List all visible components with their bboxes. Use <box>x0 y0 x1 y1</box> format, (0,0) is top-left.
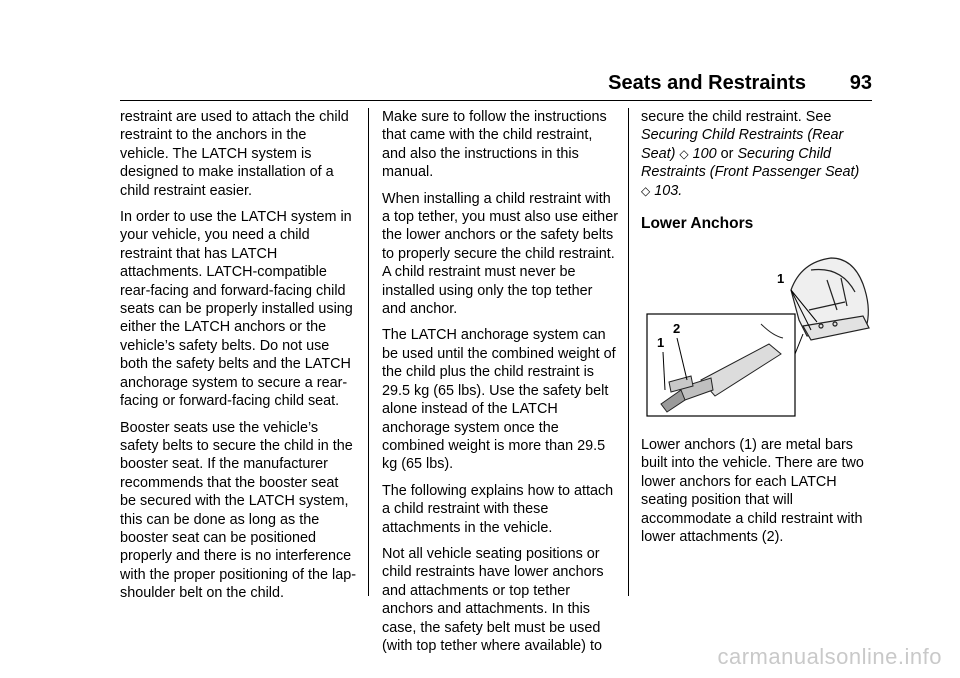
paragraph: restraint are used to attach the child restraint to the anchors in the vehicle. The LATCH system is designed to make installation of a child restraint easier. <box>120 109 349 199</box>
page-header <box>0 72 872 94</box>
cross-reference-link[interactable]: Securing Child Restraints (Front Passenger Seat) <box>641 145 860 181</box>
paragraph: Booster seats use the vehicle’s safety belts to secure the child in the booster seat. If the manufacturer recommends that the booster seat be secured with the LATCH system, this can be done as long as the booster seat can be positioned properly and there is no interference with the proper positioning of the lap-shoulder belt on the child. <box>120 419 356 602</box>
section-title: Seats and Restraints <box>608 72 806 94</box>
header-rule <box>120 100 872 101</box>
callout-label: 1 <box>657 335 665 351</box>
callout-label: 2 <box>673 321 681 337</box>
watermark-text: carmanualsonline.info <box>717 644 942 669</box>
page-number: 93 <box>849 72 872 94</box>
lower-anchors-illustration <box>641 240 873 424</box>
column-3 <box>641 108 879 554</box>
cross-reference-paragraph: secure the child restraint. See Securing Child Restraints (Rear Seat) ◇ 100 or Securing Child Restraints (Front Passenger Seat) ◇ 103. <box>641 109 860 199</box>
paragraph: In order to use the LATCH system in your vehicle, you need a child restraint that has LATCH attachments. LATCH-compatible rear-facing and forward-facing child seats can be properly installed using either the LATCH anchors or the vehicle’s safety belts. Do not use both the safety belts and the LATCH anchorage system to secure a rear-facing or forward-facing child seat. <box>120 209 353 410</box>
column-1 <box>120 108 358 611</box>
page-ref-icon: ◇ <box>679 146 689 161</box>
column-divider <box>628 108 629 596</box>
paragraph: Not all vehicle seating positions or child restraints have lower anchors and attachments or top tether anchors and attachments. In this case, the safety belt must be used (with top tether where available) to <box>382 545 604 654</box>
cross-reference-link[interactable]: Securing Child Restraints (Rear Seat) <box>641 127 844 162</box>
page-ref[interactable]: 100 <box>692 145 717 162</box>
page-ref-icon: ◇ <box>641 183 651 198</box>
column-2 <box>382 108 620 663</box>
paragraph: When installing a child restraint with a top tether, you must also use either the lower anchors or the safety belts to properly secure the child restraint. A child restraint must never be installed using only the top tether and anchor. <box>382 190 618 318</box>
callout-label: 1 <box>777 271 785 287</box>
paragraph: Lower anchors (1) are metal bars built into the vehicle. There are two lower anchors for each LATCH seating position that will accommodate a child restraint with lower attachments (2). <box>641 437 864 546</box>
paragraph: The following explains how to attach a child restraint with these attachments in the vehicle. <box>382 482 614 536</box>
paragraph: Make sure to follow the instructions that came with the child restraint, and also the instructions in this manual. <box>382 109 607 181</box>
page-ref[interactable]: 103. <box>654 182 683 199</box>
paragraph: The LATCH anchorage system can be used until the combined weight of the child plus the child restraint is 29.5 kg (65 lbs). Use the safety belt alone instead of the LATCH anchorage system once the combined weight is more than 29.5 kg (65 lbs). <box>382 327 616 473</box>
zoom-line <box>795 334 803 354</box>
column-divider <box>368 108 369 596</box>
section-heading: Lower Anchors <box>641 215 754 233</box>
